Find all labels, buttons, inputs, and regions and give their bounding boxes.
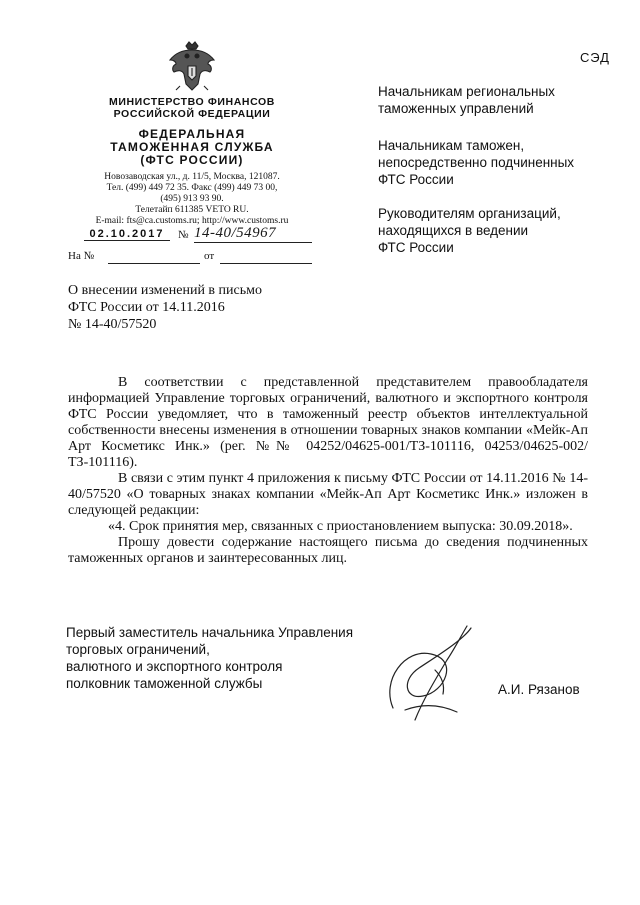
addressee-line: непосредственно подчиненных <box>378 155 575 170</box>
contact-line: Тел. (499) 449 72 35. Факс (499) 449 73 00, <box>106 183 278 193</box>
addressee-line: таможенных управлений <box>378 101 534 116</box>
addressee-line: Руководителям организаций, <box>378 206 561 221</box>
subject-line: ФТС России от 14.11.2016 <box>68 300 225 315</box>
addressee-regional <box>378 83 555 117</box>
body-quote: «4. Срок принятия мер, связанных с приостановлением выпуска: 30.09.2018». <box>108 519 573 534</box>
handwritten-signature <box>375 620 485 730</box>
body-paragraph: Прошу довести содержание настоящего письма до сведения подчиненных таможенных органов и заинтересованных лиц. <box>68 535 588 566</box>
service-line: (ФТС РОССИИ) <box>140 153 244 167</box>
addressee-organizations <box>378 205 561 256</box>
contact-line: Новозаводская ул., д. 11/5, Москва, 121087. <box>104 172 280 182</box>
registration-line <box>68 225 318 244</box>
subject-line: О внесении изменений в письмо <box>68 283 262 298</box>
registration-number: 14-40/54967 <box>194 225 312 243</box>
addressee-line: ФТС России <box>378 240 454 255</box>
sed-mark: СЭД <box>580 50 610 65</box>
position-line: торговых ограничений, <box>66 642 210 657</box>
addressee-line: Начальникам таможен, <box>378 138 525 153</box>
reference-number-blank <box>108 263 200 264</box>
contact-line: E-mail: fts@ca.customs.ru; http://www.customs.ru <box>95 216 289 226</box>
reference-label: На № <box>68 250 95 262</box>
position-line: валютного и экспортного контроля <box>66 659 283 674</box>
letter-subject <box>68 282 262 333</box>
addressee-line: Начальникам региональных <box>378 84 555 99</box>
position-line: Первый заместитель начальника Управления <box>66 625 354 640</box>
sender-block <box>72 96 312 227</box>
reference-from-label: от <box>204 250 215 262</box>
number-sign: № <box>178 229 189 241</box>
position-line: полковник таможенной службы <box>66 676 263 691</box>
registration-date: 02.10.2017 <box>84 228 170 241</box>
contact-line: (495) 913 93 90. <box>160 194 224 204</box>
body-paragraph: В соответствии с представленной представителем правообладателя информацией Управление торговых ограничений, валютного и экспортного контроля ФТС России уведомляет, что в таможенный реестр объектов интеллектуальной собственности внесены изменения в отношении товарных знаков компании «Мейк-Ап Арт Косметикс Инк.» (рег. №№ 04252/04625-001/ТЗ-101116, 04253/04625-002/ТЗ-101116). <box>68 375 588 470</box>
service-line: ТАМОЖЕННАЯ СЛУЖБА <box>110 140 274 154</box>
body-paragraph: В связи с этим пункт 4 приложения к письму ФТС России от 14.11.2016 № 14-40/57520 «О товарных знаках компании «Мейк-Ап Арт Косметикс Инк.» изложен в следующей редакции: <box>68 471 588 518</box>
service-line: ФЕДЕРАЛЬНАЯ <box>138 127 246 141</box>
coat-of-arms-icon <box>166 40 218 94</box>
addressee-line: ФТС России <box>378 172 454 187</box>
signatory-name: А.И. Рязанов <box>498 682 580 697</box>
letter-body <box>68 375 588 567</box>
reference-date-blank <box>220 263 312 264</box>
addressee-line: находящихся в ведении <box>378 223 529 238</box>
contact-line: Телетайп 611385 VETO RU. <box>135 205 249 215</box>
addressee-customs <box>378 137 574 188</box>
ministry-line: МИНИСТЕРСТВО ФИНАНСОВ <box>109 96 275 108</box>
ministry-line: РОССИЙСКОЙ ФЕДЕРАЦИИ <box>113 108 271 120</box>
subject-line: № 14-40/57520 <box>68 317 157 332</box>
reference-line <box>68 250 318 266</box>
signatory-position <box>66 624 353 692</box>
